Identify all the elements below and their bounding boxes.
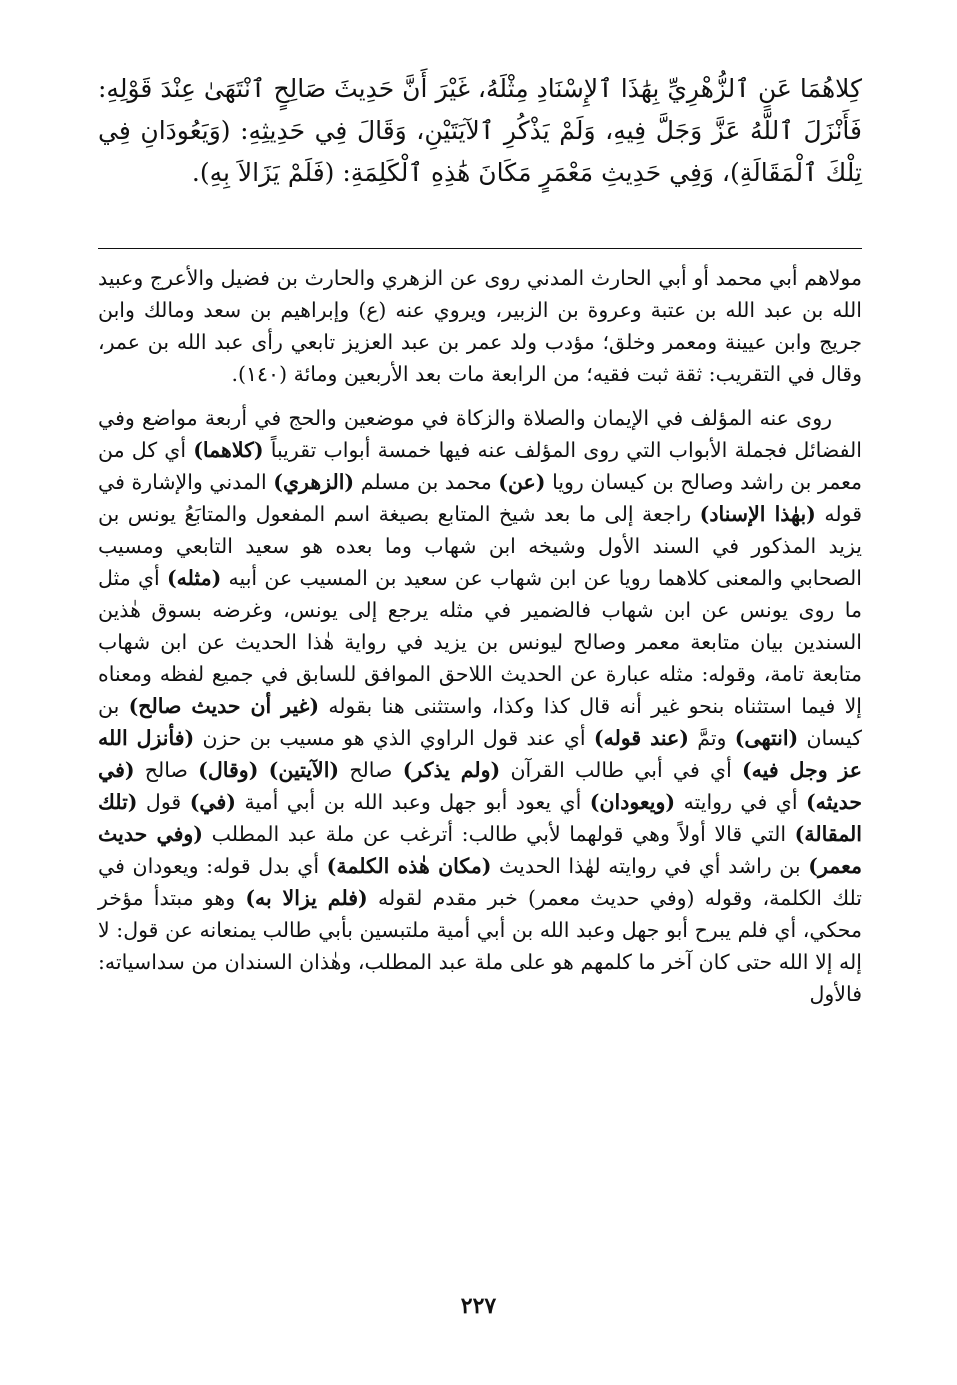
quoted-term: (في) [189, 790, 236, 814]
page-number: ٢٢٧ [460, 1293, 497, 1319]
quoted-term: (انتهى) [734, 726, 799, 750]
commentary-paragraph-explanation: روى عنه المؤلف في الإيمان والصلاة والزكاة في موضعين والحج في أربعة مواضع وفي الفضائل فجملة الأبواب التي روى المؤلف عنه فيها خمسة أبواب تقريباً (كلاهما) أي كل من معمر بن راشد وصالح بن كيسان رويا (عن) محمد بن مسلم (الزهري) المدني والإشارة في قوله (بهٰذا الإسناد) راجعة إلى ما بعد شيخ المتابع بصيغة اسم المفعول والمتابَعُ يونس بن يزيد المذكور في السند الأول وشيخه ابن شهاب وما بعده هو سعيد التابعي ومسيب الصحابي والمعنى كلاهما رويا عن ابن شهاب عن سعيد بن المسيب عن أبيه (مثله) أي مثل ما روى يونس عن ابن شهاب فالضمير في مثله يرجع إلى يونس، وغرضه بسوق هٰذين السندين بيان متابعة معمر وصالح ليونس بن يزيد في رواية هٰذا الحديث عن ابن شهاب متابعة تامة، وقوله: مثله عبارة عن الحديث اللاحق الموافق للسابق في جميع لفظه ومعناه إلا فيما استثناه بنحو غير أنه قال كذا وكذا، واستثنى هنا بقوله (غير أن حديث صالح) بن كيسان (انتهى) وتمَّ (عند قوله) أي عند قول الراوي الذي هو مسيب بن حزن (فأنزل الله عز وجل فيه) أي في أبي طالب القرآن (ولم يذكر) صالح (الآيتين) (وقال) صالح (في حديثه) أي في روايته (ويعودان) أي يعود أبو جهل وعبد الله بن أبي أمية (في) قول (تلك المقالة) التي قالا أولاً وهي قولهما لأبي طالب: أترغب عن ملة عبد المطلب (وفي حديث معمر) بن راشد أي في روايته لهٰذا الحديث (مكان هٰذه الكلمة) أي بدل قوله: ويعودان في تلك الكلمة، وقوله (وفي حديث معمر) خبر مقدم لقوله (فلم يزالا به) وهو مبتدأ مؤخر محكي، أي فلم يبرح أبو جهل وعبد الله بن أبي أمية ملتبسين بأبي طالب يمنعانه عن قول: لا إله إلا الله حتى كان آخر ما كلمهم هو على ملة عبد المطلب، وهٰذان السندان من سداسياته: فالأول [98, 406, 863, 1006]
quoted-term: (في حديثه) [98, 758, 862, 814]
quoted-term: (عند قوله) [593, 726, 689, 750]
quoted-term: (فأنزل الله عز وجل فيه) [98, 726, 862, 782]
footnote-divider [98, 248, 862, 249]
commentary [98, 262, 862, 1010]
quoted-term: (غير أن حديث صالح) [128, 694, 320, 718]
quoted-term: (وفي حديث معمر) [98, 822, 862, 878]
commentary-paragraph-narrator-bio: مولاهم أبي محمد أو أبي الحارث المدني روى عن الزهري والحارث بن فضيل والأعرج وعبيد الله بن عبد الله بن عتبة وعروة بن الزبير، ويروي عنه (ع) وإبراهيم بن سعد ومالك وابن جريج وابن عيينة ومعمر وخلق؛ مؤدب ولد عمر بن عبد العزيز تابعي رأى عبد الله بن عمر، وقال في التقريب: ثقة ثبت فقيه؛ من الرابعة مات بعد الأربعين ومائة (١٤٠). [98, 266, 862, 386]
quoted-term: (ويعودان) [589, 790, 676, 814]
quoted-term: (الزهري) [273, 470, 355, 494]
quoted-term: (فلم يزالا به) [245, 886, 368, 910]
hadith-text: كِلاهُمَا عَنِ ٱلزُّهْرِيِّ بِهَٰذَا ٱلإِسْنَادِ مِثْلَهُ، غَيْرَ أَنَّ حَدِيثَ صَالِحٍ ٱنْتَهَىٰ عِنْدَ قَوْلِهِ: فَأَنْزَلَ ٱللَّهُ عَزَّ وَجَلَّ فِيهِ، وَلَمْ يَذْكُرِ ٱلآيَتَيْنِ، وَقَالَ فِي حَدِيثِهِ: (وَيَعُودَانِ فِي تِلْكَ ٱلْمَقَالَةِ)، وَفِي حَدِيثِ مَعْمَرٍ مَكَانَ هَٰذِهِ ٱلْكَلِمَةِ: (فَلَمْ يَزَالاَ بِهِ). [98, 74, 862, 187]
quoted-term: (بهٰذا الإسناد) [699, 502, 816, 526]
quoted-term: (ولم يذكر) [402, 758, 501, 782]
quoted-term: (عن) [498, 470, 546, 494]
quoted-term: (تلك المقالة) [98, 790, 863, 846]
quoted-term: (مثله) [166, 566, 222, 590]
quoted-term: (الآيتين) [268, 758, 340, 782]
quoted-term: (وقال) [198, 758, 259, 782]
quoted-term: (كلاهما) [193, 438, 264, 462]
quoted-term: (مكان هٰذه الكلمة) [326, 854, 492, 878]
